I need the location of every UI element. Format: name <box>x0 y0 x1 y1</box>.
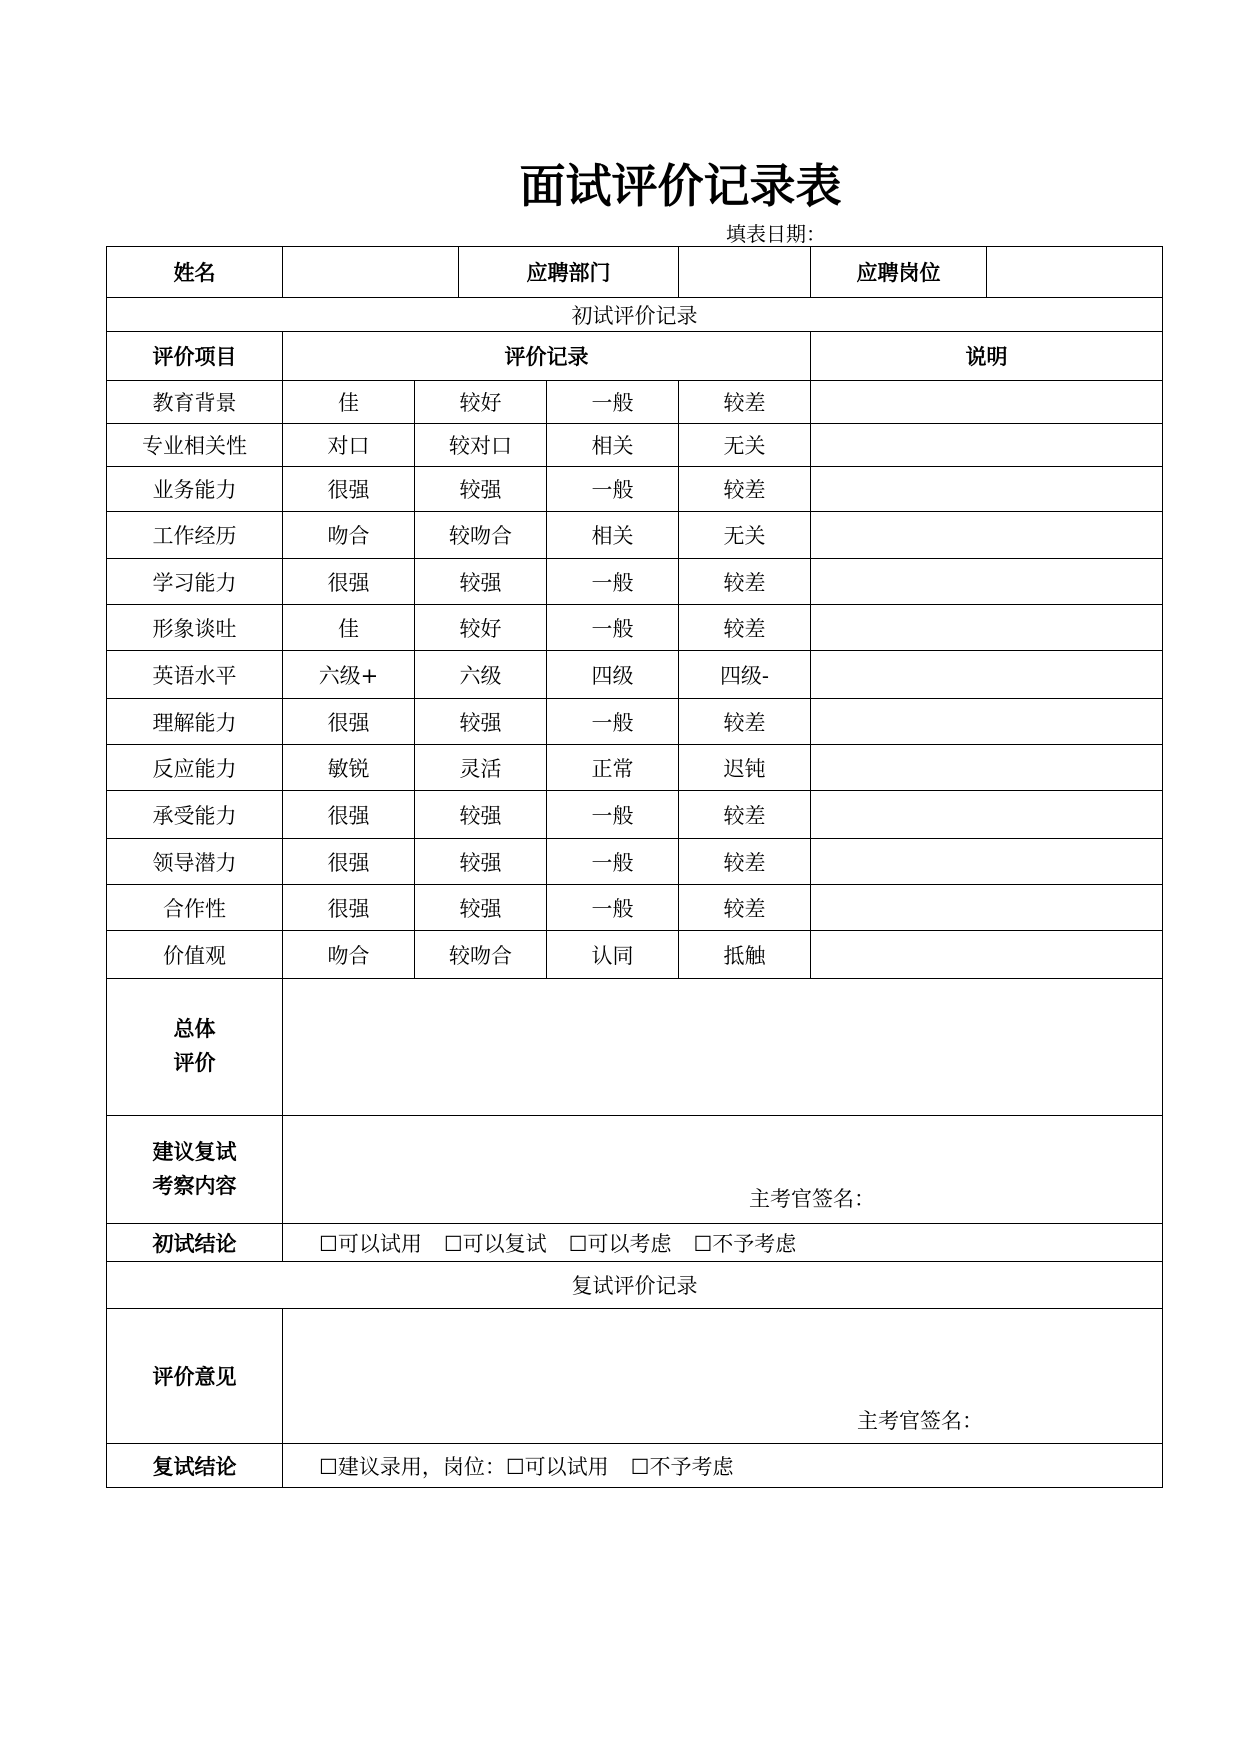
rating-option[interactable]: 较强 <box>415 839 547 885</box>
evaluation-item: 学习能力 <box>107 559 283 605</box>
note-cell[interactable] <box>811 467 1163 512</box>
rating-option[interactable]: 较强 <box>415 559 547 605</box>
note-cell[interactable] <box>811 424 1163 467</box>
table-row <box>107 699 1163 745</box>
rating-option[interactable]: 相关 <box>547 424 679 467</box>
rating-option[interactable]: 较对口 <box>415 424 547 467</box>
rating-option[interactable]: 较好 <box>415 381 547 424</box>
rating-option[interactable]: 四级 <box>547 651 679 699</box>
second-conclusion-options <box>283 1444 1163 1488</box>
evaluation-item: 工作经历 <box>107 512 283 559</box>
rating-option[interactable]: 一般 <box>547 467 679 512</box>
rating-option[interactable]: 吻合 <box>283 512 415 559</box>
dept-field[interactable] <box>679 247 811 298</box>
table-row <box>107 885 1163 931</box>
evaluation-item: 合作性 <box>107 885 283 931</box>
checkbox-option[interactable]: ☐不予考虑 <box>630 1454 734 1479</box>
rating-option[interactable]: 正常 <box>547 745 679 791</box>
evaluation-item: 价值观 <box>107 931 283 979</box>
rating-option[interactable]: 吻合 <box>283 931 415 979</box>
table-row <box>107 512 1163 559</box>
rating-option[interactable]: 很强 <box>283 839 415 885</box>
rating-option[interactable]: 较差 <box>679 467 811 512</box>
table-row <box>107 467 1163 512</box>
column-note: 说明 <box>811 332 1163 381</box>
rating-option[interactable]: 一般 <box>547 791 679 839</box>
second-opinion-field[interactable] <box>283 1309 1163 1444</box>
suggest-label: 建议复试 考察内容 <box>107 1116 283 1224</box>
table-row <box>107 651 1163 699</box>
rating-option[interactable]: 较差 <box>679 791 811 839</box>
rating-option[interactable]: 较强 <box>415 885 547 931</box>
rating-option[interactable]: 较吻合 <box>415 931 547 979</box>
rating-option[interactable]: 较好 <box>415 605 547 651</box>
header-row <box>107 247 1163 298</box>
checkbox-option[interactable]: ☐可以复试 <box>443 1231 547 1256</box>
rating-option[interactable]: 相关 <box>547 512 679 559</box>
suggest-signature-label: 主考官签名： <box>749 1187 875 1211</box>
note-cell[interactable] <box>811 381 1163 424</box>
rating-option[interactable]: 很强 <box>283 559 415 605</box>
evaluation-item: 教育背景 <box>107 381 283 424</box>
column-item: 评价项目 <box>107 332 283 381</box>
table-row <box>107 559 1163 605</box>
rating-option[interactable]: 较强 <box>415 791 547 839</box>
note-cell[interactable] <box>811 605 1163 651</box>
second-section-title: 复试评价记录 <box>107 1262 1163 1309</box>
rating-option[interactable]: 很强 <box>283 885 415 931</box>
suggest-field[interactable] <box>283 1116 1163 1224</box>
evaluation-item: 理解能力 <box>107 699 283 745</box>
rating-option[interactable]: 很强 <box>283 791 415 839</box>
rating-option[interactable]: 无关 <box>679 512 811 559</box>
evaluation-item: 形象谈吐 <box>107 605 283 651</box>
rating-option[interactable]: 佳 <box>283 381 415 424</box>
rating-option[interactable]: 灵活 <box>415 745 547 791</box>
rating-option[interactable]: 一般 <box>547 699 679 745</box>
name-label: 姓名 <box>107 247 283 298</box>
rating-option[interactable]: 较强 <box>415 467 547 512</box>
rating-option[interactable]: 较吻合 <box>415 512 547 559</box>
note-cell[interactable] <box>811 699 1163 745</box>
rating-option[interactable]: 无关 <box>679 424 811 467</box>
rating-option[interactable]: 六级 <box>415 651 547 699</box>
initial-section-title: 初试评价记录 <box>107 298 1163 332</box>
position-field[interactable] <box>987 247 1163 298</box>
evaluation-item: 承受能力 <box>107 791 283 839</box>
rating-option[interactable]: 较差 <box>679 839 811 885</box>
evaluation-item: 反应能力 <box>107 745 283 791</box>
fill-date-label: 填表日期： <box>726 222 826 246</box>
rating-option[interactable]: 一般 <box>547 559 679 605</box>
rating-option[interactable]: 较差 <box>679 699 811 745</box>
rating-option[interactable]: 佳 <box>283 605 415 651</box>
rating-option[interactable]: 较差 <box>679 381 811 424</box>
position-label: 应聘岗位 <box>811 247 987 298</box>
page-title: 面试评价记录表 <box>519 159 842 213</box>
rating-option[interactable]: 一般 <box>547 839 679 885</box>
note-cell[interactable] <box>811 839 1163 885</box>
rating-option[interactable]: 一般 <box>547 381 679 424</box>
note-cell[interactable] <box>811 885 1163 931</box>
note-cell[interactable] <box>811 512 1163 559</box>
name-field[interactable] <box>283 247 459 298</box>
rating-option[interactable]: 较差 <box>679 885 811 931</box>
rating-option[interactable]: 较差 <box>679 559 811 605</box>
table-row <box>107 839 1163 885</box>
table-row <box>107 424 1163 467</box>
evaluation-item: 专业相关性 <box>107 424 283 467</box>
checkbox-option[interactable]: ☐建议录用，岗位： <box>319 1454 506 1479</box>
evaluation-item: 英语水平 <box>107 651 283 699</box>
rating-option[interactable]: 一般 <box>547 885 679 931</box>
rating-option[interactable]: 对口 <box>283 424 415 467</box>
rating-option[interactable]: 四级- <box>679 651 811 699</box>
rating-option[interactable]: 迟钝 <box>679 745 811 791</box>
checkbox-option[interactable]: ☐可以考虑 <box>568 1231 672 1256</box>
checkbox-option[interactable]: ☐可以试用 <box>319 1231 422 1256</box>
rating-option[interactable]: 抵触 <box>679 931 811 979</box>
table-row <box>107 605 1163 651</box>
table-row <box>107 931 1163 979</box>
evaluation-table <box>106 246 1163 1488</box>
initial-conclusion-label: 初试结论 <box>107 1224 283 1262</box>
second-opinion-label: 评价意见 <box>107 1309 283 1444</box>
second-conclusion-label: 复试结论 <box>107 1444 283 1488</box>
rating-option[interactable]: 认同 <box>547 931 679 979</box>
checkbox-option[interactable]: ☐可以试用 <box>505 1454 609 1479</box>
evaluation-item: 业务能力 <box>107 467 283 512</box>
rating-option[interactable]: 较强 <box>415 699 547 745</box>
note-cell[interactable] <box>811 559 1163 605</box>
dept-label: 应聘部门 <box>459 247 679 298</box>
rating-option[interactable]: 六级+ <box>283 651 415 699</box>
column-record: 评价记录 <box>283 332 811 381</box>
initial-conclusion-options <box>283 1224 1163 1262</box>
table-row <box>107 381 1163 424</box>
table-row <box>107 791 1163 839</box>
rating-option[interactable]: 一般 <box>547 605 679 651</box>
evaluation-item: 领导潜力 <box>107 839 283 885</box>
table-row <box>107 745 1163 791</box>
note-cell[interactable] <box>811 931 1163 979</box>
note-cell[interactable] <box>811 791 1163 839</box>
overall-label: 总体 评价 <box>107 979 283 1116</box>
note-cell[interactable] <box>811 745 1163 791</box>
rating-option[interactable]: 很强 <box>283 467 415 512</box>
rating-option[interactable]: 较差 <box>679 605 811 651</box>
rating-option[interactable]: 敏锐 <box>283 745 415 791</box>
note-cell[interactable] <box>811 651 1163 699</box>
overall-field[interactable] <box>283 979 1163 1116</box>
second-signature-label: 主考官签名： <box>857 1409 983 1433</box>
checkbox-option[interactable]: ☐不予考虑 <box>693 1231 797 1256</box>
rating-option[interactable]: 很强 <box>283 699 415 745</box>
